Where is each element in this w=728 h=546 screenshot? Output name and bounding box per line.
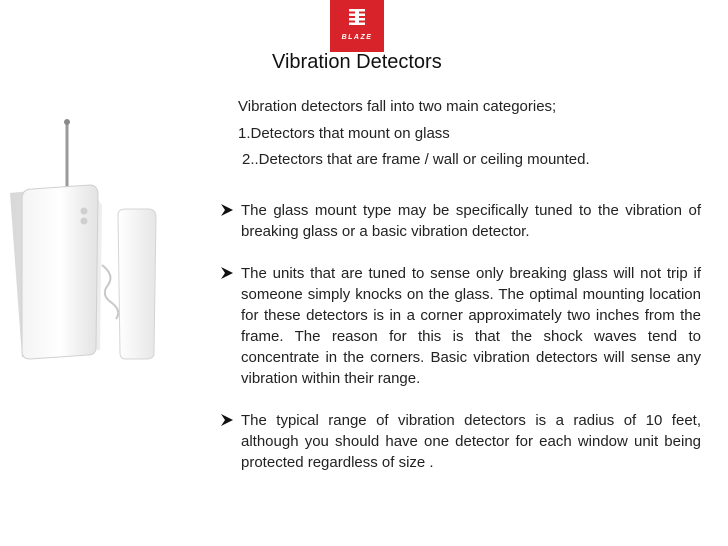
list-item [221,410,701,473]
bullet-text: The typical range of vibration detectors is a radius of 10 feet, although you should have one detector for each window unit being protected regardless of size . [241,412,701,471]
vibration-detector-image [0,115,200,375]
intro-line: 1.Detectors that mount on glass [238,125,450,142]
arrowhead-bullet-icon [221,267,233,279]
antenna-tip [64,119,70,125]
blaze-logo [330,0,384,52]
bullet-text: The units that are tuned to sense only breaking glass will not trip if someone simply knocks on the glass. The optimal mounting location for these detectors is in a corner approximately two inches from the frame. The reason for this is that the shock waves tend to concentrate in the corners. Basic vibration detectors will sense any vibration within their range. [241,265,701,387]
magnet-unit [118,209,156,359]
intro-line: 2..Detectors that are frame / wall or ceiling mounted. [242,151,590,168]
arrowhead-bullet-icon [221,414,233,426]
logo-wordmark: BLAZE [341,34,373,41]
bullet-list [221,200,701,494]
list-item [221,263,701,389]
bullet-text: The glass mount type may be specifically tuned to the vibration of breaking glass or a basic vibration detector. [241,202,701,240]
slide-title: Vibration Detectors [272,51,442,73]
indicator-led-icon [81,208,88,215]
list-item [221,200,701,242]
arrowhead-bullet-icon [221,204,233,216]
intro-line: Vibration detectors fall into two main categories; [238,98,557,115]
sensor-wire [102,265,118,319]
indicator-led-icon [81,218,88,225]
blaze-logo-icon [349,9,365,27]
